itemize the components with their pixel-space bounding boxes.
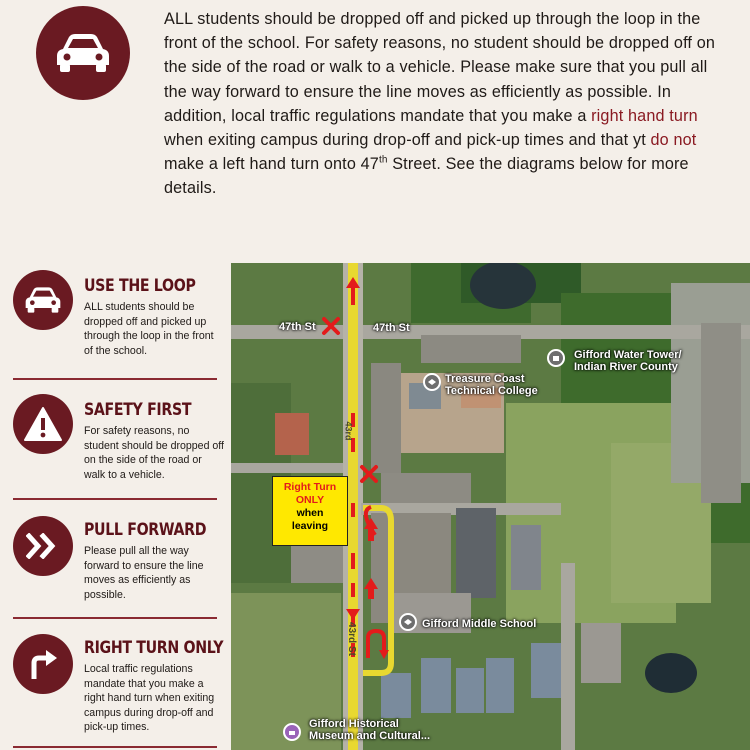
car-icon	[13, 270, 73, 330]
sidebar	[0, 262, 222, 750]
sidebar-item-title: PULL FORWARD	[84, 520, 207, 539]
place-label-college: Treasure Coast Technical College	[445, 373, 538, 397]
sidebar-item-text: ALL students should be dropped off and picked up through the loop in the front of the school.	[84, 301, 214, 357]
divider	[13, 617, 217, 619]
right-turn-callout: Right Turn ONLY when leaving	[272, 476, 348, 546]
water-tower-pin-icon	[547, 349, 565, 367]
car-icon-large	[36, 6, 130, 100]
place-label-middle-school: Gifford Middle School	[422, 618, 537, 630]
sidebar-item-title: RIGHT TURN ONLY	[84, 638, 224, 657]
sidebar-item-text: For safety reasons, no student should be dropped off on the side of the road or walk to a vehicle.	[84, 425, 224, 481]
place-label-water-tower: Gifford Water Tower/ Indian River County	[574, 349, 682, 373]
street-label-47th-west: 47th St	[279, 321, 316, 333]
sidebar-item-text: Please pull all the way forward to ensure the line moves as efficiently as possible.	[84, 545, 204, 601]
sidebar-item-title: SAFETY FIRST	[84, 400, 192, 419]
double-chevron-icon	[13, 516, 73, 576]
sidebar-item-title: USE THE LOOP	[84, 276, 196, 295]
highlight-do-not: do not	[645, 131, 697, 150]
divider	[13, 746, 217, 748]
place-label-museum: Gifford Historical Museum and Cultural...	[309, 718, 431, 742]
highlight-right-hand-turn: right hand turn	[591, 106, 698, 125]
street-label-47th-east: 47th St	[373, 322, 410, 334]
street-label-43rd-lower: 43rd St	[345, 622, 357, 656]
divider	[13, 498, 217, 500]
warning-icon	[13, 394, 73, 454]
divider	[13, 378, 217, 380]
middle-school-pin-icon	[399, 613, 417, 631]
street-label-43rd-upper: 43rd	[343, 421, 354, 441]
college-pin-icon	[423, 373, 441, 391]
sidebar-item-text: Local traffic regulations mandate that you make a right hand turn when exiting campus during drop-off and pick-up times.	[84, 663, 215, 733]
museum-pin-icon	[283, 723, 301, 741]
right-turn-arrow-icon	[13, 634, 73, 694]
intro-paragraph: ALL students should be dropped off and picked up through the loop in the front of the school. For safety reasons, no student should be dropped off on the side of the road or walk to a vehicle. Please make sure that you pull all the way forward to ensure the line moves as efficiently as possible. In addition, local traffic regulations mandate that you make a right hand turn when exiting campus during drop-off and pick-up times and that yt do not make a left hand turn onto 47th Street. See the diagrams below for more details.	[164, 10, 716, 198]
